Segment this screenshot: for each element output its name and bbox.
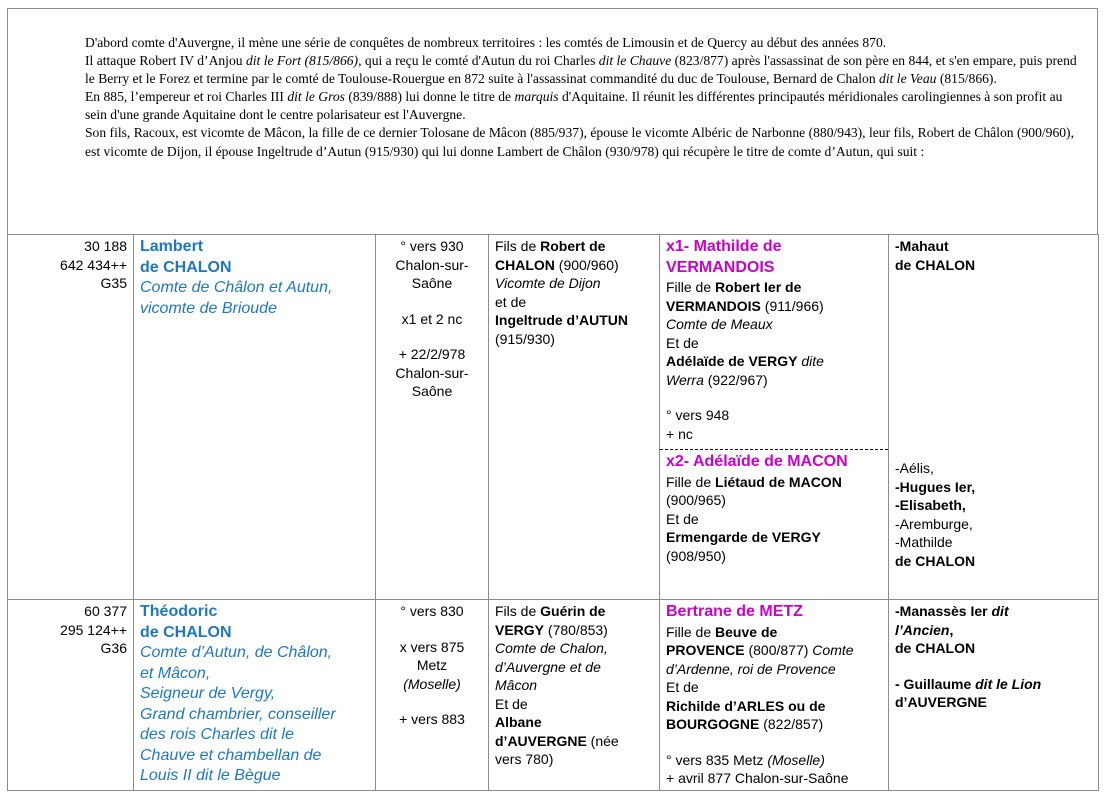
father-name: CHALON [495, 256, 555, 273]
spouse-cell: x1- Mathilde de VERMANDOIS Fille de Robert Ier de VERMANDOIS (911/966) Comte de Meaux Et de Adélaïde de VERGY dite Werra (922/967) ° vers 948 + nc x2- Adélaïde de MACON Fille de Liétaud de MACON (900/965) Et de Ermengarde de VERGY (908/950) [660, 235, 889, 600]
child-name: -Elisabeth, [895, 497, 966, 513]
death-place: Saône [411, 383, 453, 399]
dates-cell [376, 600, 489, 791]
spouse-name: x2- Adélaïde de MACON [666, 453, 848, 470]
child-name: -Mathilde [895, 534, 953, 550]
child-name: - Guillaume dit le Lion [895, 675, 1042, 692]
marriage-place: Metz [416, 657, 448, 673]
person-title: des rois Charles dit le [140, 726, 294, 743]
intro-paragraph: D'abord comte d'Auvergne, il mène une série de conquêtes de nombreux territoires : les comtés de Limousin et de Quercy au début des années 870. [85, 35, 887, 50]
father-title: Vicomte de Dijon [495, 275, 601, 291]
mother-name: d’AUVERGNE [495, 732, 587, 749]
intro-text [7, 8, 1098, 234]
person-title: Chauve et chambellan de [140, 746, 322, 764]
spouse-name: VERMANDOIS [666, 258, 775, 276]
children-cell: -Manassès Ier dit l’Ancien, de CHALON - Guillaume dit le Lion d’AUVERGNE [889, 600, 1099, 791]
child-name: -Aremburge, [895, 515, 973, 532]
sosa-number: 60 377 [84, 603, 127, 619]
table-row [8, 235, 1099, 600]
birth-date: ° vers 830 [400, 603, 464, 619]
mother-name: Ingeltrude d’AUTUN [495, 312, 628, 328]
person-title: Seigneur de Vergy, [140, 685, 276, 702]
person-name: Théodoric [140, 603, 218, 620]
person-title: Louis II dit le Bègue [140, 767, 281, 784]
father-title: Comte de Chalon, [495, 640, 608, 656]
spouse-name: x1- Mathilde de [666, 238, 782, 255]
person-surname: de CHALON [140, 623, 232, 641]
parents-cell: Fils de Robert de CHALON (900/960) Vicomte de Dijon et de Ingeltrude d’AUTUN (915/930) [489, 235, 660, 600]
genealogy-table [7, 234, 1099, 791]
sosa-number: 295 124++ [60, 621, 127, 638]
father-name: VERGY [495, 621, 545, 638]
genealogy-page [7, 8, 1098, 791]
parents-cell: Fils de Guérin de VERGY (780/853) Comte de Chalon, d’Auvergne et de Mâcon Et de Albane d’AUVERGNE (née vers 780) [489, 600, 660, 791]
spouse-cell: Bertrane de METZ Fille de Beuve de PROVENCE (800/877) Comte d’Ardenne, roi de Provence Et de Richilde d’ARLES ou de BOURGOGNE (822/857) ° vers 835 Metz (Moselle) + avril 877 Chalon-sur-Saône [660, 600, 889, 791]
person-name: Lambert [140, 238, 204, 255]
person-title: vicomte de Brioude [140, 299, 277, 317]
dates-cell [376, 235, 489, 600]
generation-number: G35 [100, 275, 127, 291]
father-name: Guérin de [540, 603, 606, 619]
person-cell [134, 235, 376, 600]
marriage-info: x vers 875 [399, 638, 465, 655]
marriage-region: (Moselle) [403, 675, 461, 692]
person-cell [134, 600, 376, 791]
child-family-name: de CHALON [895, 640, 976, 656]
child-name: de CHALON [895, 256, 976, 273]
death-place: Chalon-sur- [395, 364, 469, 381]
intro-paragraph: Il attaque Robert IV d’Anjou dit le Fort (815/866), qui a reçu le comté d'Autun du roi Charles dit le Chauve (823/877) après l'assassinat de son père en 844, et s'en empare, puis prend le Berry et le Forez et termine par le comté de Toulouse-Rouergue en 872 suite à l'assassinat commandité du duc de Toulouse, Bernard de Chalon dit le Veau (815/866). [85, 53, 1077, 87]
sosa-number-cell [8, 235, 134, 600]
child-family-name: d’AUVERGNE [895, 694, 987, 710]
father-name: Robert de [540, 238, 606, 254]
child-family-name: de CHALON [895, 552, 976, 569]
child-name: -Hugues Ier, [895, 478, 976, 495]
person-title: et Mâcon, [140, 664, 211, 682]
person-title: Comte d’Autun, de Châlon, [140, 644, 333, 661]
birth-date: ° vers 930 [400, 238, 464, 254]
father-title: Mâcon [495, 677, 538, 693]
sosa-number: 30 188 [84, 238, 127, 254]
person-title: Grand chambrier, conseiller [140, 705, 336, 723]
sosa-number: 642 434++ [60, 256, 127, 273]
father-title: d’Auvergne et de [495, 658, 601, 675]
spouse-name: Bertrane de METZ [666, 603, 803, 620]
spouse-separator: x2- Adélaïde de MACON Fille de Liétaud de MACON (900/965) Et de Ermengarde de VERGY (908/950) [660, 449, 888, 565]
child-alias: l’Ancien [895, 621, 950, 638]
children-cell [889, 235, 1099, 600]
person-title: Comte de Châlon et Autun, [140, 279, 333, 296]
mother-name: Albane [495, 714, 542, 730]
intro-paragraph: Son fils, Racoux, est vicomte de Mâcon, la fille de ce dernier Tolosane de Mâcon (885/937), épouse le vicomte Albéric de Narbonne (880/943), leur fils, Robert de Châlon (900/960), est vicomte de Dijon, il épouse Ingeltrude d’Autun (915/930) qui lui donne Lambert de Châlon (930/978) qui récupère le titre de comte d’Autun, qui suit : [85, 125, 1074, 159]
table-row [8, 600, 1099, 791]
intro-paragraph: En 885, l’empereur et roi Charles III dit le Gros (839/888) lui donne le titre de marquis d'Aquitaine. Il réunit les différentes principautés méridionales carolingiennes à son profit au sein d'une grande Aquitaine dont le centre polarisateur est l'Auvergne. [85, 89, 1063, 123]
birth-place: Chalon-sur- [395, 256, 469, 273]
birth-place: Saône [411, 275, 453, 291]
child-name: -Mahaut [895, 238, 949, 254]
death-date: + vers 883 [399, 711, 465, 727]
death-date: + 22/2/978 [398, 346, 466, 362]
child-name: -Manassès Ier dit [895, 603, 1009, 619]
person-surname: de CHALON [140, 258, 232, 276]
generation-number: G36 [100, 640, 127, 656]
sosa-number-cell [8, 600, 134, 791]
marriage-info: x1 et 2 nc [401, 310, 463, 327]
child-name: -Aélis, [895, 460, 934, 476]
